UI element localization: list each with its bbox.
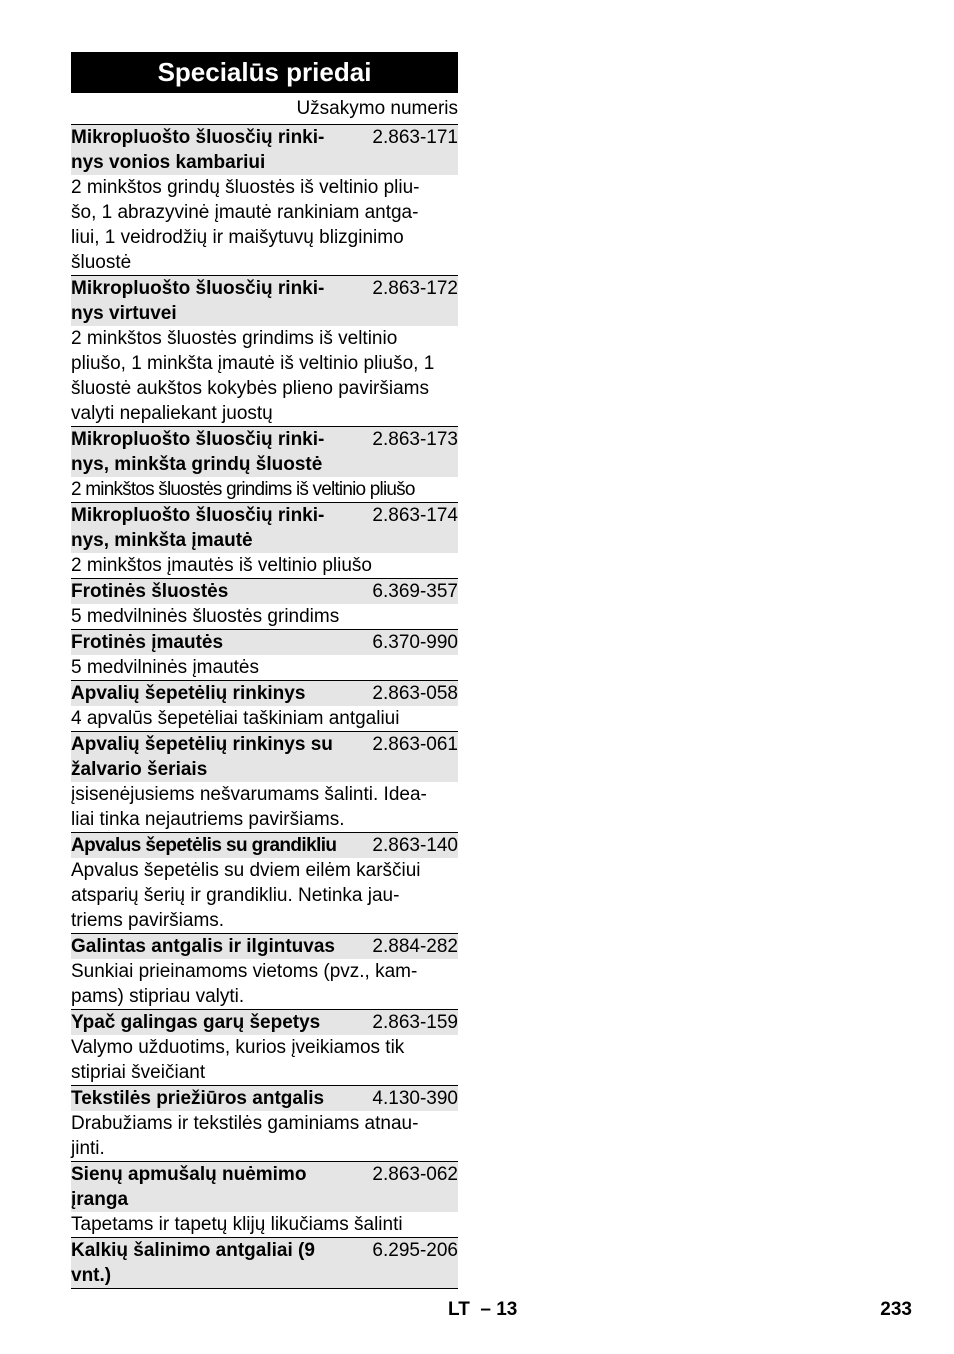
accessory-name: Frotinės įmautės — [71, 632, 224, 653]
accessory-name: Mikropluošto šluosčių rinki- nys, minkšta įmautė — [71, 505, 325, 551]
accessory-order-number: 2.884-282 — [372, 936, 458, 957]
accessory-description: 2 minkštos įmautės iš veltinio pliušo — [71, 555, 372, 576]
accessory-item — [71, 1010, 458, 1086]
accessory-item-header — [71, 427, 458, 477]
accessory-item-header — [71, 503, 458, 553]
accessory-list — [71, 125, 458, 1289]
accessory-description: 4 apvalūs šepetėliai taškiniam antgaliui — [71, 708, 400, 729]
accessory-order-number: 2.863-058 — [372, 683, 458, 704]
accessory-name: Apvalių šepetėlių rinkinys su žalvario šeriais — [71, 734, 333, 780]
accessory-description: 2 minkštos grindų šluostės iš veltinio pliu- šo, 1 abrazyvinė įmautė rankiniam antga- liui, 1 veidrodžių ir maišytuvų blizginimo šluostė — [71, 177, 420, 273]
accessory-item — [71, 125, 458, 276]
accessory-order-number: 2.863-173 — [372, 429, 458, 450]
accessory-item — [71, 833, 458, 934]
accessory-order-number: 6.295-206 — [372, 1240, 458, 1261]
accessory-name: Frotinės šluostės — [71, 581, 229, 602]
footer-section-label: LT – 13 — [448, 1299, 518, 1320]
accessory-item — [71, 1238, 458, 1289]
accessory-item — [71, 503, 458, 579]
accessory-description: 2 minkštos šluostės grindims iš veltinio pliušo — [71, 479, 415, 500]
accessory-name: Mikropluošto šluosčių rinki- nys virtuvei — [71, 278, 325, 324]
accessory-item-header — [71, 630, 458, 655]
order-number-header: Užsakymo numeris — [71, 93, 458, 125]
accessories-section — [71, 52, 458, 1289]
accessory-order-number: 2.863-062 — [372, 1164, 458, 1185]
accessory-item — [71, 732, 458, 833]
accessory-item — [71, 934, 458, 1010]
accessory-item — [71, 630, 458, 681]
accessory-order-number: 6.370-990 — [372, 632, 458, 653]
accessory-name: Apvalus šepetėlis su grandikliu — [71, 835, 337, 856]
accessory-name: Tekstilės priežiūros antgalis — [71, 1088, 325, 1109]
page-number: 233 — [880, 1299, 912, 1320]
accessory-item — [71, 427, 458, 503]
accessory-description: 5 medvilninės įmautės — [71, 657, 259, 678]
accessory-item-header — [71, 681, 458, 706]
accessory-description: Tapetams ir tapetų klijų likučiams šalinti — [71, 1214, 403, 1235]
accessory-order-number: 2.863-140 — [372, 835, 458, 856]
accessory-item-header — [71, 1162, 458, 1212]
accessory-name: Mikropluošto šluosčių rinki- nys, minkšta grindų šluostė — [71, 429, 325, 475]
accessory-order-number: 2.863-174 — [372, 505, 458, 526]
accessory-name: Galintas antgalis ir ilgintuvas — [71, 936, 335, 957]
accessory-name: Sienų apmušalų nuėmimo įranga — [71, 1164, 307, 1210]
accessory-item — [71, 681, 458, 732]
accessory-name: Apvalių šepetėlių rinkinys — [71, 683, 306, 704]
accessory-item — [71, 1162, 458, 1238]
accessory-order-number: 2.863-159 — [372, 1012, 458, 1033]
accessory-order-number: 6.369-357 — [372, 581, 458, 602]
accessory-description: 2 minkštos šluostės grindims iš veltinio pliušo, 1 minkšta įmautė iš veltinio pliušo, 1 šluostė aukštos kokybės plieno paviršiams valyti nepaliekant juostų — [71, 328, 435, 424]
accessory-item-header — [71, 579, 458, 604]
accessory-item-header — [71, 1238, 458, 1288]
accessory-item — [71, 276, 458, 427]
accessory-item-header — [71, 1086, 458, 1111]
accessory-description: įsisenėjusiems nešvarumams šalinti. Idea- liai tinka nejautriems paviršiams. — [71, 784, 427, 830]
accessory-item-header — [71, 732, 458, 782]
accessory-item — [71, 579, 458, 630]
accessory-description: Sunkiai prieinamoms vietoms (pvz., kam- pams) stipriau valyti. — [71, 961, 418, 1007]
accessory-order-number: 2.863-172 — [372, 278, 458, 299]
accessory-name: Ypač galingas garų šepetys — [71, 1012, 321, 1033]
accessory-item-header — [71, 276, 458, 326]
accessory-order-number: 2.863-061 — [372, 734, 458, 755]
accessory-name: Kalkių šalinimo antgaliai (9 vnt.) — [71, 1240, 315, 1286]
accessory-description: Drabužiams ir tekstilės gaminiams atnau- jinti. — [71, 1113, 419, 1159]
accessory-name: Mikropluošto šluosčių rinki- nys vonios kambariui — [71, 127, 325, 173]
accessory-item-header — [71, 125, 458, 175]
accessory-description: Apvalus šepetėlis su dviem eilėm karščiui atsparių šerių ir grandikliu. Netinka jau- triems paviršiams. — [71, 860, 421, 931]
accessory-description: Valymo užduotims, kurios įveikiamos tik stipriai šveičiant — [71, 1037, 405, 1083]
accessory-order-number: 2.863-171 — [372, 127, 458, 148]
accessory-item-header — [71, 1010, 458, 1035]
section-title: Specialūs priedai — [71, 52, 458, 93]
accessory-description: 5 medvilninės šluostės grindims — [71, 606, 340, 627]
accessory-item-header — [71, 833, 458, 858]
accessory-order-number: 4.130-390 — [372, 1088, 458, 1109]
accessory-item — [71, 1086, 458, 1162]
accessory-item-header — [71, 934, 458, 959]
